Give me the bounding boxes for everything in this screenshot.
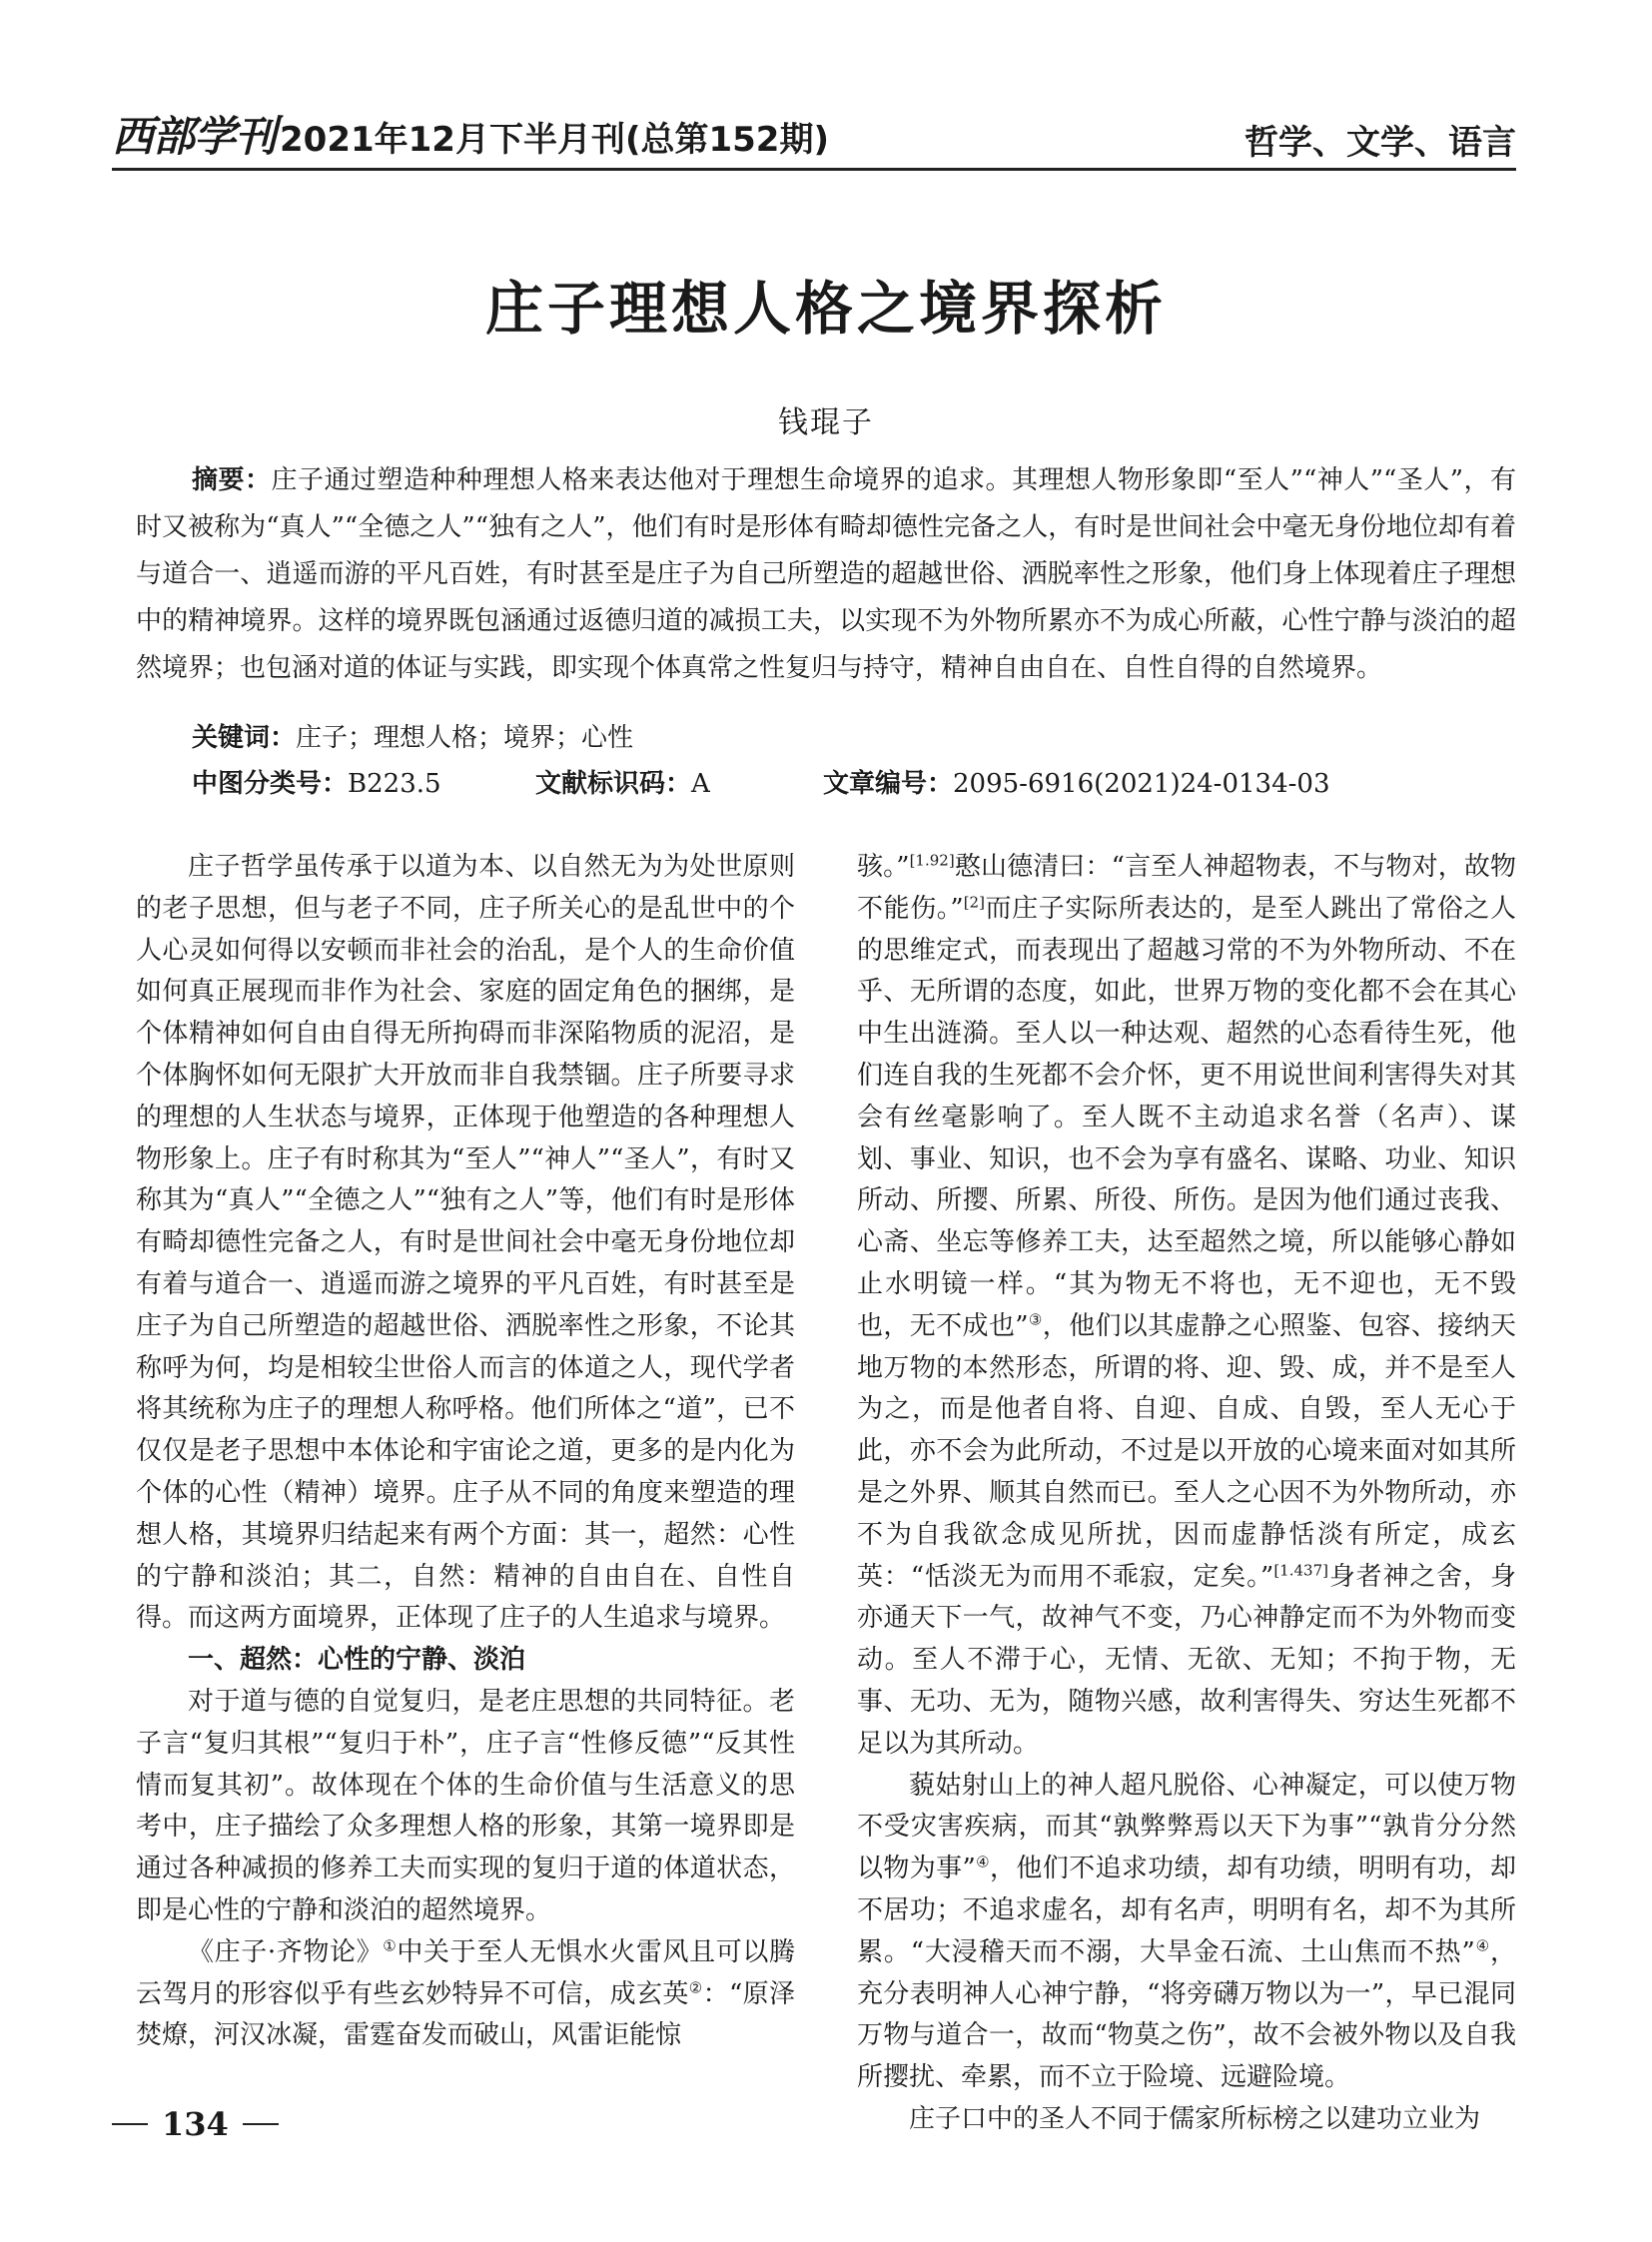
citation-ref: [1.437] [1273, 1560, 1328, 1579]
paragraph [857, 847, 1516, 1766]
citation-ref: [2] [963, 893, 985, 912]
article-value: 2095-6916(2021)24-0134-03 [953, 769, 1330, 799]
section-name: 哲学、文学、语言 [1244, 123, 1516, 163]
text-span: 《庄子·齐物论》 [188, 1936, 384, 1967]
paragraph [857, 1766, 1516, 2099]
footnote-ref: ④ [975, 1853, 990, 1871]
issue-info: 2021年12月下半月刊(总第152期) [280, 120, 830, 160]
keywords [192, 717, 633, 754]
text-span: 身者神之舍，身亦通天下一气，故神气不变，乃心神静定而不为外物而变动。至人不滞于心，无情、无欲、无知；不拘于物，无事、无功、无为，随物兴感，故利害得失、穷达生死都不足以为其所动。 [857, 1561, 1516, 1759]
footnote-ref: ① [383, 1936, 398, 1955]
paragraph: 对于道与德的自觉复归，是老庄思想的共同特征。老子言“复归其根”“复归于朴”，庄子言“性修反德”“反其性情而复其初”。故体现在个体的生命价值与生活意义的思考中，庄子描绘了众多理想人格的形象，其第一境界即是通过各种减损的修养工夫而实现的复归于道的体道状态，即是心性的宁静和淡泊的超然境界。 [136, 1686, 795, 1925]
article-title: 庄子理想人格之境界探析 [484, 275, 1167, 343]
journal-logo: 西部学刊 [112, 112, 277, 161]
author-name: 钱琨子 [778, 405, 874, 440]
text-span: 骇。” [857, 852, 910, 882]
footnote-ref: ③ [1028, 1310, 1043, 1329]
doc-label: 文献标识码： [535, 769, 692, 799]
text-span: ，他们不追求功绩，却有功绩，明明有功，却不居功；不追求虚名，却有名声，明明有名，却不为其所累。“大浸稽天而不溺，大旱金石流、土山焦而不热” [857, 1854, 1516, 1967]
text-span: 而庄子实际所表达的，是至人跳出了常俗之人的思维定式，而表现出了超越习常的不为外物所动、不在乎、无所谓的态度，如此，世界万物的变化都不会在其心中生出涟漪。至人以一种达观、超然的心态看待生死，他们连自我的生死都不会介怀，更不用说世间利害得失对其会有丝毫影响了。至人既不主动追求名誉（名声）、谋划、事业、知识，也不会为享有盛名、谋略、功业、知识所动、所撄、所累、所役、所伤。是因为他们通过丧我、心斋、坐忘等修养工夫，达至超然之境，所以能够心静如止水明镜一样。“其为物无不将也，无不迎也，无不毁也，无不成也” [857, 893, 1516, 1341]
clc-value: B223.5 [348, 769, 441, 799]
abstract-text: 庄子通过塑造种种理想人格来表达他对于理想生命境界的追求。其理想人物形象即“至人”“神人”“圣人”，有时又被称为“真人”“全德之人”“独有之人”，他们有时是形体有畸却德性完备之人，有时是世间社会中毫无身份地位却有着与道合一、逍遥而游的平凡百姓，有时甚至是庄子为自己所塑造的超越世俗、洒脱率性之形象，他们身上体现着庄子理想中的精神境界。这样的境界既包涵通过返德归道的减损工夫，以实现不为外物所累亦不为成心所蔽，心性宁静与淡泊的超然境界；也包涵对道的体证与实践，即实现个体真常之性复归与持守，精神自由自在、自性自得的自然境界。 [136, 465, 1516, 683]
keywords-label: 关键词： [192, 723, 297, 753]
abstract [136, 457, 1516, 692]
article-meta [192, 763, 1490, 803]
abstract-label: 摘要： [192, 465, 272, 495]
clc-label: 中图分类号： [192, 769, 349, 799]
article-label: 文章编号： [823, 769, 954, 799]
paragraph [136, 1932, 795, 2057]
text-span: 中关于至人无惧水火雷风且可以腾云驾月的形容似乎有些玄妙特异不可信，成玄英 [136, 1936, 795, 2009]
doc-value: A [691, 769, 710, 799]
clc-number [192, 763, 441, 800]
page-footer [112, 2105, 279, 2143]
text-span: 憨山德清曰：“言至人神超物表，不与物对，故物不能伤。” [857, 852, 1517, 924]
footnote-ref: ② [688, 1977, 703, 1996]
running-header [112, 108, 1516, 164]
header-left [112, 104, 829, 164]
text-span: ：“原泽焚燎，河汉冰凝，雷霆奋发而破山，风雷讵能惊 [136, 1978, 795, 2051]
right-column [857, 847, 1516, 2141]
article-number [823, 763, 1330, 800]
paragraph: 庄子口中的圣人不同于儒家所标榜之以建功立业为 [909, 2103, 1481, 2134]
section-heading: 一、超然：心性的宁静、淡泊 [188, 1645, 526, 1676]
footer-dash-left [112, 2123, 148, 2125]
text-span: 藐姑射山上的神人超凡脱俗、心神凝定，可以使万物不受灾害疾病，而其“孰弊弊焉以天下为事”“孰肯分分然以物为事” [857, 1770, 1516, 1884]
citation-ref: [1.92] [909, 851, 955, 870]
doc-code [535, 763, 710, 800]
footer-dash-right [243, 2123, 279, 2125]
left-column [136, 847, 795, 2057]
header-rule [112, 168, 1516, 171]
footnote-ref: ④ [1474, 1936, 1490, 1955]
text-span: ，他们以其虚静之心照鉴、包容、接纳天地万物的本然形态，所谓的将、迎、毁、成，并不是至人为之，而是他者自将、自迎、自成、自毁，至人无心于此，亦不会为此所动，不过是以开放的心境来面对如其所是之外界、顺其自然而已。至人之心因不为外物所动，亦不为自我欲念成见所扰，因而虚静恬淡有所定，成玄英：“恬淡无为而用不乖寂，定矣。” [857, 1310, 1516, 1592]
page-number: 134 [162, 2105, 229, 2143]
paragraph: 庄子哲学虽传承于以道为本、以自然无为为处世原则的老子思想，但与老子不同，庄子所关心的是乱世中的个人心灵如何得以安顿而非社会的治乱，是个人的生命价值如何真正展现而非作为社会、家庭的固定角色的捆绑，是个体精神如何自由自得无所拘碍而非深陷物质的泥沼，是个体胸怀如何无限扩大开放而非自我禁锢。庄子所要寻求的理想的人生状态与境界，正体现于他塑造的各种理想人物形象上。庄子有时称其为“至人”“神人”“圣人”，有时又称其为“真人”“全德之人”“独有之人”等，他们有时是形体有畸却德性完备之人，有时是世间社会中毫无身份地位却有着与道合一、逍遥而游之境界的平凡百姓，有时甚至是庄子为自己所塑造的超越世俗、洒脱率性之形象，不论其称呼为何，均是相较尘世俗人而言的体道之人，现代学者将其统称为庄子的理想人称呼格。他们所体之“道”，已不仅仅是老子思想中本体论和宇宙论之道，更多的是内化为个体的心性（精神）境界。庄子从不同的角度来塑造的理想人格，其境界归结起来有两个方面：其一，超然：心性的宁静和淡泊；其二，自然：精神的自由自在、自性自得。而这两方面境界，正体现了庄子的人生追求与境界。 [136, 852, 795, 1634]
text-span: ，充分表明神人心神宁静，“将旁礴万物以为一”，早已混同万物与道合一，故而“物莫之伤”，故不会被外物以及自我所撄扰、牵累，而不立于险境、远避险境。 [857, 1936, 1516, 2093]
keywords-text: 庄子；理想人格；境界；心性 [296, 723, 634, 753]
